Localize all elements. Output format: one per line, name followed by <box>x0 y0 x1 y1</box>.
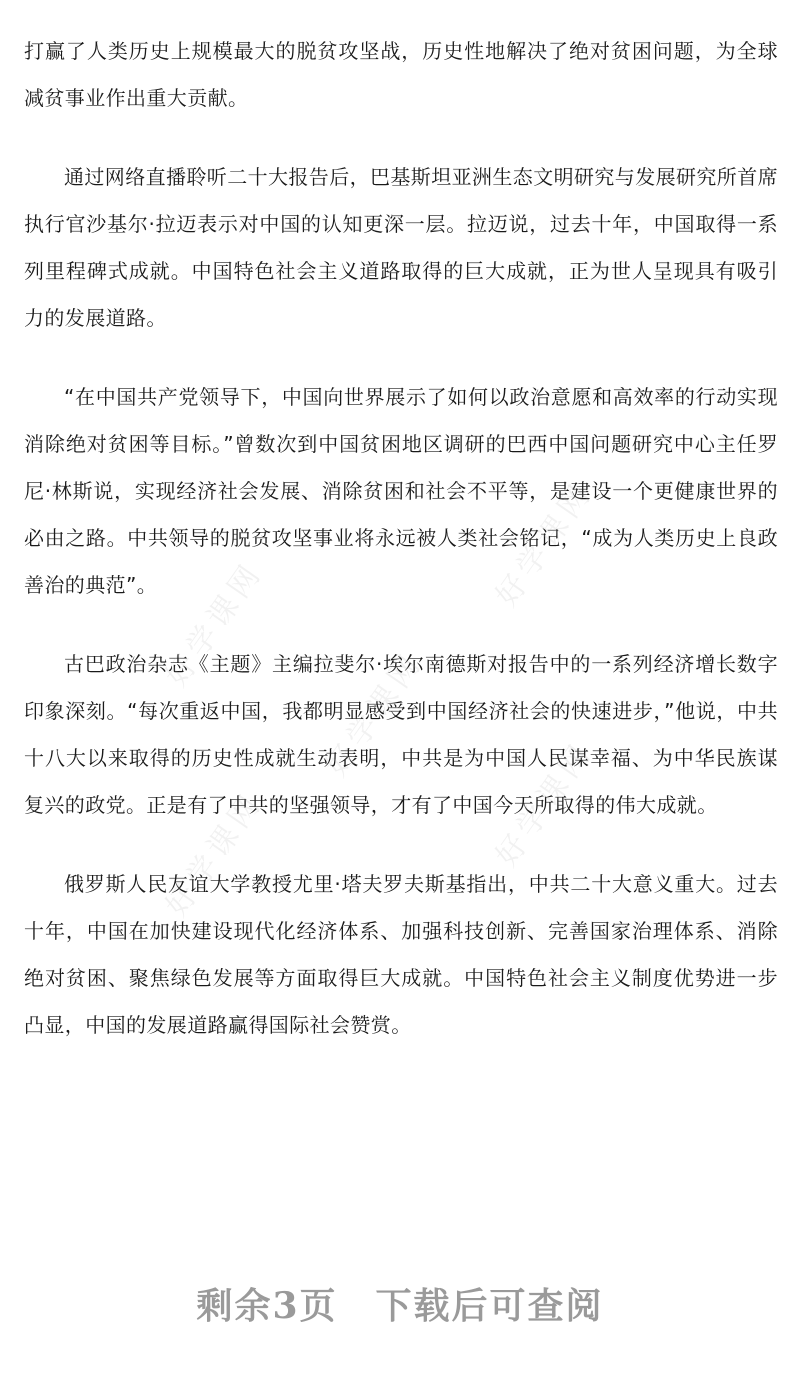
watermark: 好学课网 <box>489 474 601 614</box>
watermark: 好学课网 <box>489 734 601 874</box>
download-prompt-link[interactable]: 剩余3页 下载后可查阅 <box>196 1285 604 1327</box>
paragraph-5: 俄罗斯人民友谊大学教授尤里·塔夫罗夫斯基指出，中共二十大意义重大。过去十年，中国在加快建设现代化经济体系、加强科技创新、完善国家治理体系、消除绝对贫困、聚焦绿色发展等方面取得巨大成就。中国特色社会主义制度优势进一步凸显，中国的发展道路赢得国际社会赞赏。 <box>24 872 778 1037</box>
watermark: 好学课网 <box>319 644 431 784</box>
watermark: 好学课网 <box>159 784 271 924</box>
paragraph-4: 古巴政治杂志《主题》主编拉斐尔·埃尔南德斯对报告中的一系列经济增长数字印象深刻。“每次重返中国，我都明显感受到中国经济社会的快速进步，”他说，中共十八大以来取得的历史性成就生动表明，中共是为中国人民谋幸福、为中华民族谋复兴的政党。正是有了中共的坚强领导，才有了中国今天所取得的伟大成就。 <box>24 652 778 817</box>
paragraph-1: 打赢了人类历史上规模最大的脱贫攻坚战，历史性地解决了绝对贫困问题，为全球减贫事业作出重大贡献。 <box>24 39 778 110</box>
article-body <box>24 28 778 1081</box>
watermark: 好学课网 <box>159 554 271 694</box>
paragraph-2: 通过网络直播聆听二十大报告后，巴基斯坦亚洲生态文明研究与发展研究所首席执行官沙基尔·拉迈表示对中国的认知更深一层。拉迈说，过去十年，中国取得一系列里程碑式成就。中国特色社会主义道路取得的巨大成就，正为世人呈现具有吸引力的发展道路。 <box>24 165 778 330</box>
paragraph-3: “在中国共产党领导下，中国向世界展示了如何以政治意愿和高效率的行动实现消除绝对贫困等目标。”曾数次到中国贫困地区调研的巴西中国问题研究中心主任罗尼·林斯说，实现经济社会发展、消除贫困和社会不平等，是建设一个更健康世界的必由之路。中共领导的脱贫攻坚事业将永远被人类社会铭记，“成为人类历史上良政善治的典范”。 <box>24 385 778 597</box>
